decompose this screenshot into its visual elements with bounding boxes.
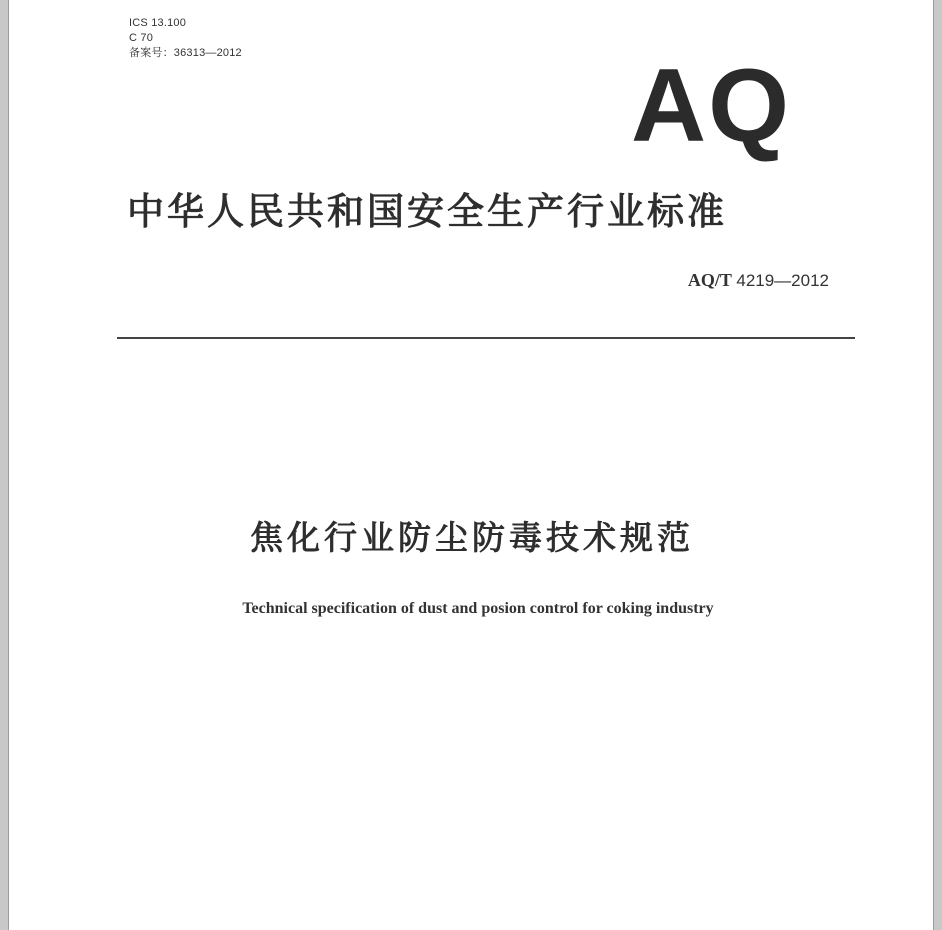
filing-number: 备案号：36313—2012 <box>129 47 242 59</box>
document-title-english: Technical specification of dust and posion control for coking industry <box>242 600 714 617</box>
header-divider <box>117 337 855 339</box>
aq-logo: AQ <box>631 48 791 164</box>
ccs-code: C 70 <box>129 32 154 44</box>
standard-number <box>688 270 829 291</box>
standard-number-value: 4219—2012 <box>736 271 829 290</box>
classification-block <box>129 16 242 61</box>
ics-code: ICS 13.100 <box>129 17 187 29</box>
standard-cover-page <box>8 0 934 930</box>
standard-number-prefix: AQ/T <box>687 270 732 290</box>
standard-category-title: 中华人民共和国安全生产行业标准 <box>127 190 727 233</box>
document-title-chinese: 焦化行业防尘防毒技术规范 <box>250 518 694 557</box>
